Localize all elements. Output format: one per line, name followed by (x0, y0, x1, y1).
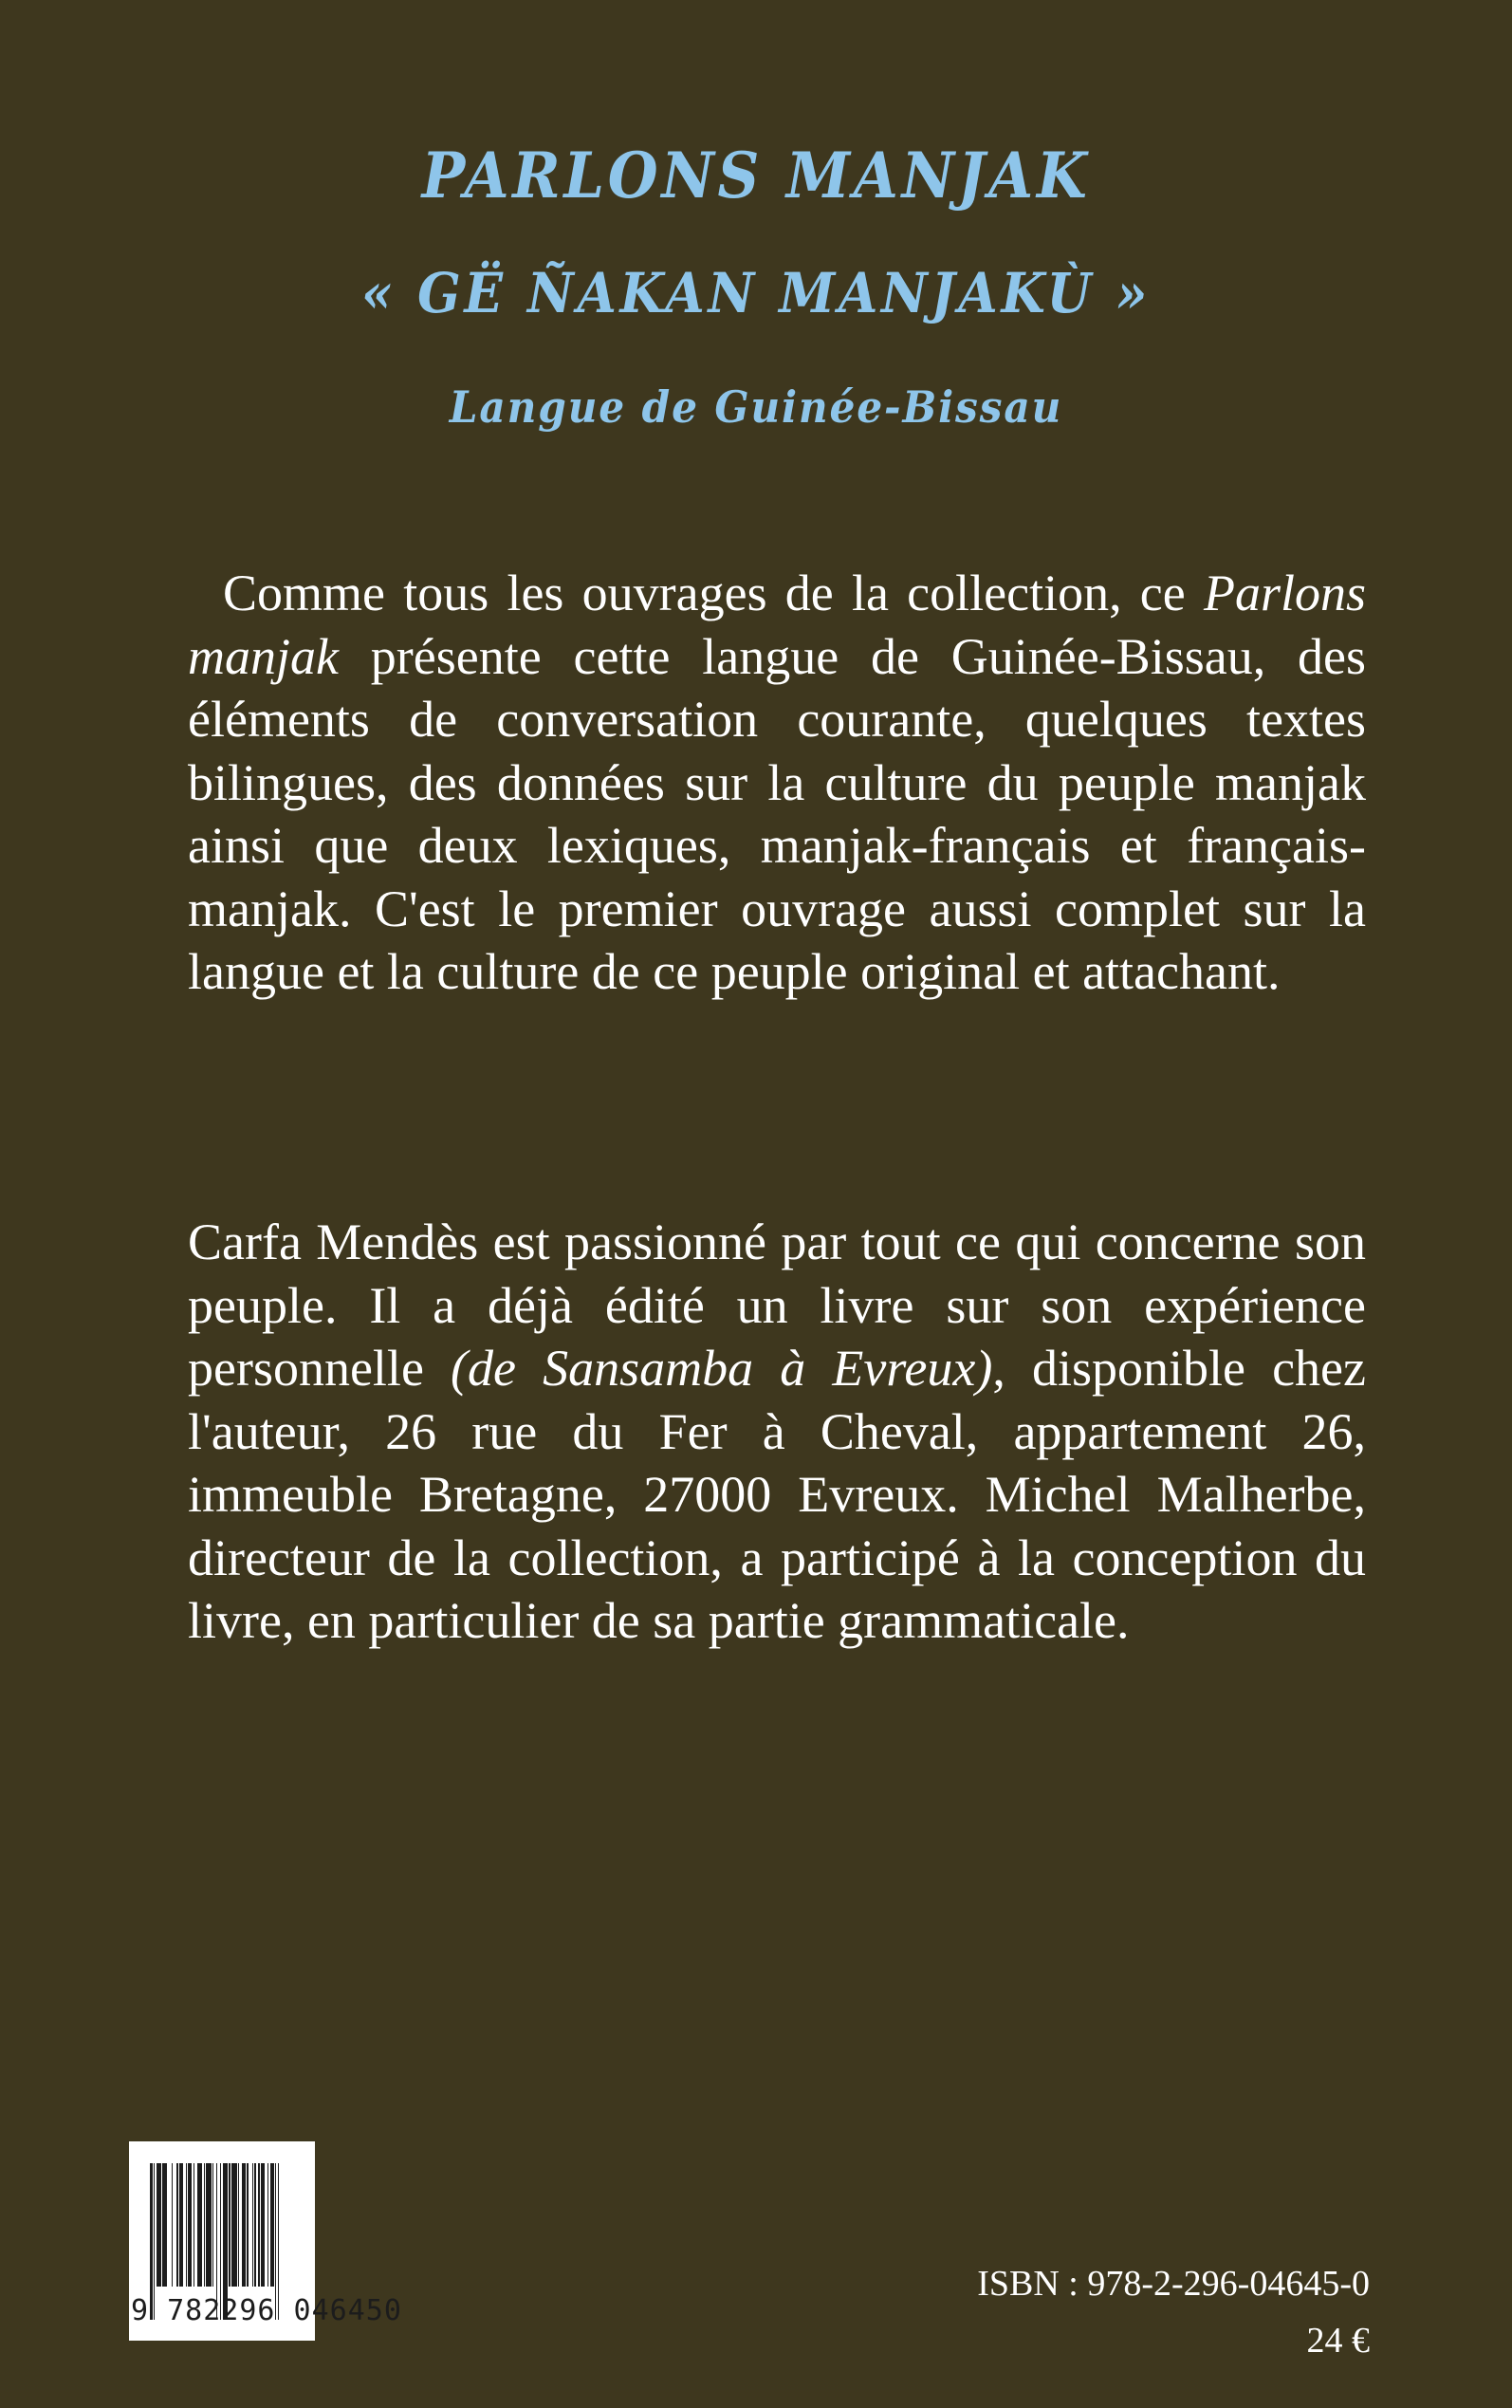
author-bio-text-start: Carfa Mendès est passionné par tout ce qui concerne son peuple. Il a déjà édité un livre sur son expérience personnelle (188, 1213, 1366, 1397)
title-block (0, 133, 1512, 440)
description-italic-title: Parlons manjak (188, 565, 1366, 685)
barcode (129, 2141, 402, 2341)
barcode-bars (150, 2163, 302, 2287)
book-tagline: Langue de Guinée-Bissau (449, 381, 1063, 433)
price-label: 24 € (1306, 2321, 1370, 2361)
author-bio-paragraph (188, 1211, 1366, 1653)
author-bio-text-end: , disponible chez l'auteur, 26 rue du Fer à Cheval, appartement 26, immeuble Bretagne, 27000 Evreux. Michel Malherbe, directeur de la collection, a participé à la conception du livre, en particulier de sa partie grammaticale. (188, 1340, 1366, 1649)
description-text-end: présente cette langue de Guinée-Bissau, des éléments de conversation courante, quelques textes bilingues, des données sur la culture du peuple manjak ainsi que deux lexiques, manjak-français et français-manjak. C'est le premier ouvrage aussi complet sur la langue et la culture de ce peuple original et attachant. (188, 627, 1366, 1000)
barcode-digits: 9 782296 046450 (131, 2294, 402, 2327)
description-text-start: Comme tous les ouvrages de la collection, ce (223, 565, 1204, 621)
book-subtitle: « GË ÑAKAN MANJAKÙ » (360, 261, 1152, 325)
author-bio-italic-title: (de Sansamba à Evreux) (451, 1340, 993, 1397)
isbn-label: ISBN : 978-2-296-04645-0 (977, 2264, 1370, 2304)
book-title: PARLONS MANJAK (421, 139, 1091, 213)
description-paragraph (188, 562, 1366, 1004)
